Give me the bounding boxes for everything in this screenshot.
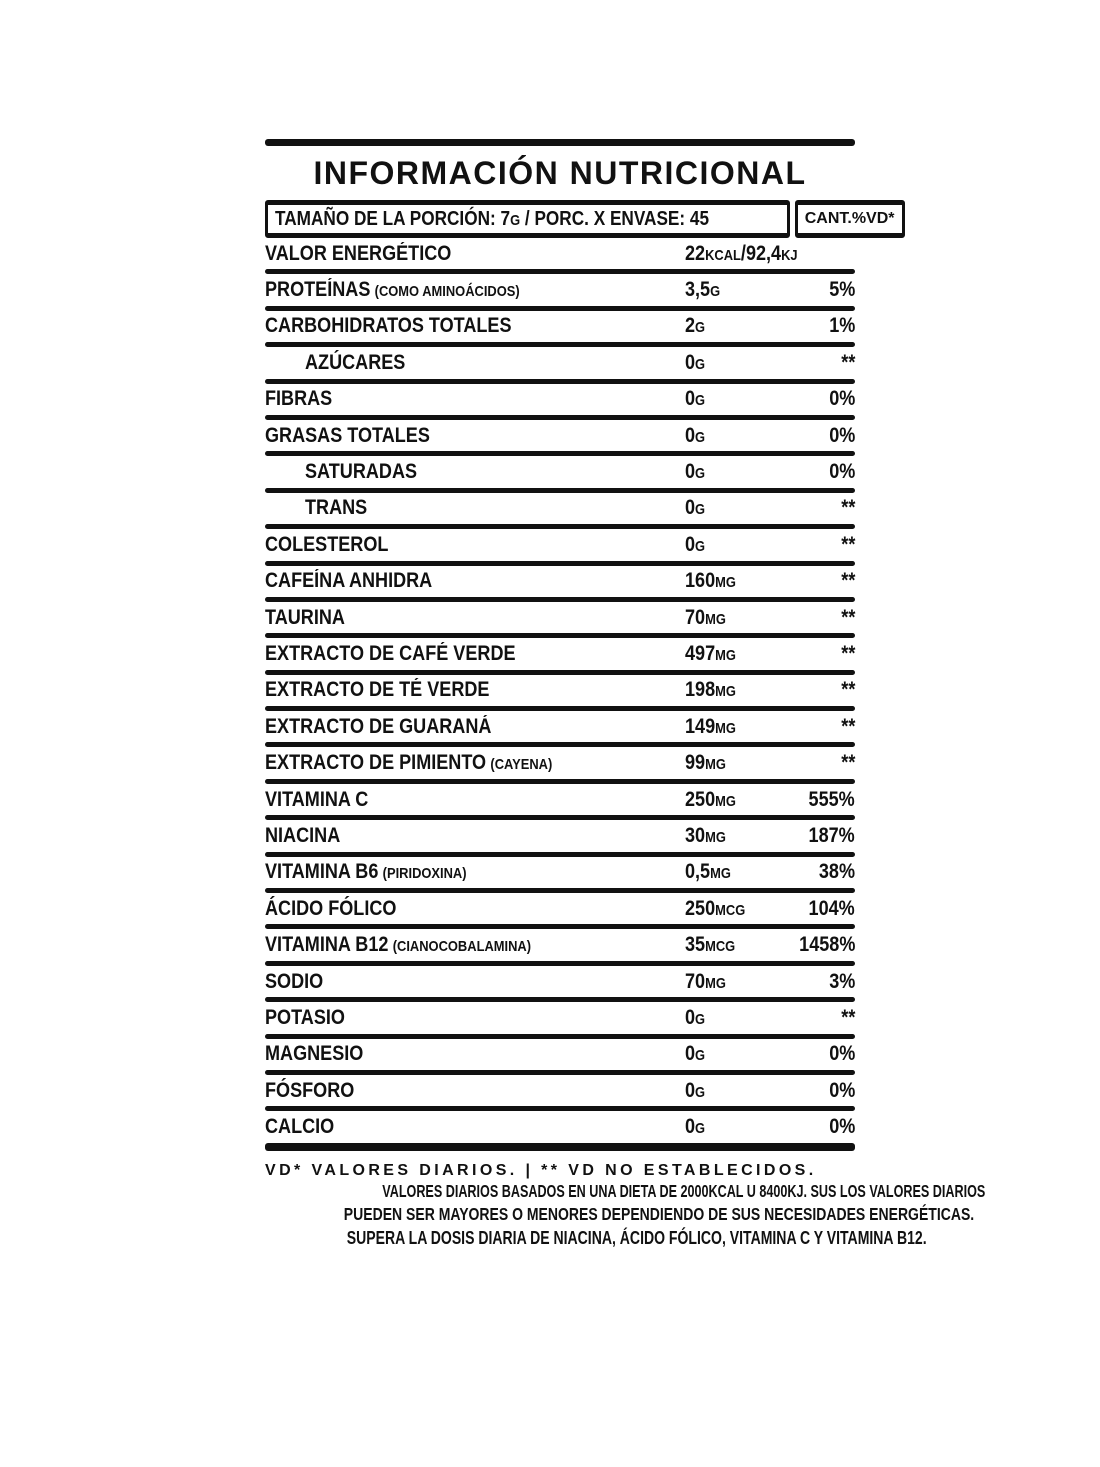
amount-unit: MG	[715, 646, 736, 664]
nutrient-name: EXTRACTO DE PIMIENTO	[265, 751, 487, 775]
nutrient-dv-cell	[785, 460, 855, 484]
table-row	[265, 1075, 855, 1106]
amount-value: 2	[685, 314, 696, 338]
nutrient-label	[305, 496, 367, 520]
nutrient-label-cell	[265, 278, 685, 302]
nutrient-amount-cell	[685, 496, 785, 520]
serving-header	[265, 200, 895, 238]
nutrient-label	[305, 460, 417, 484]
nutrient-dv: 0%	[828, 387, 855, 411]
nutrient-dv: 187%	[808, 823, 855, 847]
amount-unit: G	[695, 428, 706, 446]
amount-value: 0	[685, 496, 696, 520]
table-row	[265, 238, 855, 269]
nutrient-label-cell	[265, 387, 685, 411]
table-row	[265, 384, 855, 415]
nutrient-label-cell	[265, 242, 685, 266]
nutrient-amount-cell	[685, 278, 785, 302]
amount-unit: G	[510, 211, 521, 229]
nutrient-label	[265, 1006, 345, 1030]
table-row	[265, 1039, 855, 1070]
nutrient-label-cell	[265, 351, 685, 375]
table-row	[265, 893, 855, 924]
amount-value: 0	[685, 387, 696, 411]
nutrient-amount	[685, 1006, 705, 1030]
nutrient-label-cell	[265, 424, 685, 448]
nutrient-amount	[685, 860, 731, 884]
nutrient-dv: **	[840, 1005, 855, 1029]
nutrient-amount	[685, 1079, 705, 1103]
table-row	[265, 857, 855, 888]
nutrient-dv: **	[840, 678, 855, 702]
nutrient-dv-cell	[785, 642, 855, 666]
nutrient-label-cell	[265, 1006, 685, 1030]
nutrient-dv: 104%	[808, 896, 855, 920]
nutrient-amount	[685, 824, 726, 848]
nutrient-amount-cell	[685, 569, 785, 593]
nutrient-name: POTASIO	[265, 1005, 345, 1029]
nutrient-amount-cell	[685, 860, 785, 884]
nutrient-amount-cell	[685, 751, 785, 775]
nutrient-dv: 0%	[828, 460, 855, 484]
footnote-diet-line1: VALORES DIARIOS BASADOS EN UNA DIETA DE 2000KCAL U 8400KJ. SUS LOS VALORES DIARIOS	[382, 1180, 986, 1201]
nutrient-amount	[685, 387, 705, 411]
nutrient-amount-cell	[685, 351, 785, 375]
amount-value: 70	[685, 969, 706, 993]
nutrient-amount	[685, 424, 705, 448]
nutrient-dv-cell	[785, 606, 855, 630]
amount-column-header: CANT.	[804, 210, 852, 227]
nutrient-label-cell	[265, 933, 685, 957]
nutrient-note: (COMO AMINOÁCIDOS)	[374, 283, 520, 301]
nutrient-dv-cell	[785, 860, 855, 884]
nutrient-amount-cell	[685, 533, 785, 557]
amount-unit: MG	[705, 756, 726, 774]
nutrient-label	[265, 824, 340, 848]
amount-unit: G	[695, 1047, 706, 1065]
nutrient-amount	[685, 1115, 705, 1139]
nutrient-label	[265, 788, 368, 812]
amount-value: 0	[685, 423, 696, 447]
nutrient-dv-cell	[785, 569, 855, 593]
amount-unit: MG	[715, 574, 736, 592]
amount-unit: G	[695, 355, 706, 373]
nutrient-label	[265, 533, 388, 557]
nutrient-label-cell	[265, 314, 685, 338]
nutrient-label-cell	[265, 642, 685, 666]
nutrient-name: CALCIO	[265, 1115, 335, 1139]
nutrient-note: (CAYENA)	[490, 756, 553, 774]
nutrient-name: EXTRACTO DE CAFÉ VERDE	[265, 641, 516, 665]
nutrient-note: (CIANOCOBALAMINA)	[392, 938, 532, 956]
nutrient-dv-cell	[785, 496, 855, 520]
nutrient-dv-cell	[785, 1042, 855, 1066]
nutrient-amount	[685, 278, 720, 302]
footnote-warning: SUPERA LA DOSIS DIARIA DE NIACINA, ÁCIDO FÓLICO, VITAMINA C Y VITAMINA B12.	[346, 1227, 927, 1248]
nutrient-label-cell	[265, 1042, 685, 1066]
dv-column-header: %VD*	[851, 210, 895, 227]
nutrient-dv: **	[840, 569, 855, 593]
nutrient-amount-cell	[685, 1006, 785, 1030]
nutrient-label	[265, 606, 345, 630]
amount-value: 250	[685, 896, 716, 920]
nutrient-amount-cell	[685, 715, 785, 739]
nutrient-label	[265, 678, 489, 702]
nutrient-name: MAGNESIO	[265, 1042, 364, 1066]
nutrient-amount-cell	[685, 387, 785, 411]
serving-text	[275, 208, 709, 231]
nutrient-amount-cell	[685, 970, 785, 994]
nutrient-note: (PIRIDOXINA)	[382, 865, 467, 883]
nutrient-name: EXTRACTO DE TÉ VERDE	[265, 678, 490, 702]
nutrient-name: CARBOHIDRATOS TOTALES	[265, 314, 512, 338]
nutrient-amount-cell	[685, 460, 785, 484]
nutrient-name: CAFEÍNA ANHIDRA	[265, 569, 433, 593]
nutrient-dv: 0%	[828, 1115, 855, 1139]
nutrient-name: TAURINA	[265, 605, 345, 629]
nutrient-name: FIBRAS	[265, 387, 333, 411]
page-title: INFORMACIÓN NUTRICIONAL	[313, 155, 807, 191]
nutrient-dv-cell	[785, 1079, 855, 1103]
nutrient-amount	[685, 606, 726, 630]
amount-value: 0	[685, 1042, 696, 1066]
amount-value: 497	[685, 641, 716, 665]
nutrient-dv: 0%	[828, 1042, 855, 1066]
nutrient-amount	[685, 678, 736, 702]
table-row	[265, 493, 855, 524]
nutrient-amount-cell	[685, 933, 785, 957]
amount-value: 0	[685, 1115, 696, 1139]
nutrition-panel	[265, 139, 986, 1251]
nutrient-dv-cell	[785, 1006, 855, 1030]
nutrient-dv-cell	[785, 897, 855, 921]
amount-value: /92,4	[740, 241, 782, 265]
nutrient-label	[265, 314, 511, 338]
amount-value: 0,5	[685, 860, 711, 884]
nutrient-label	[265, 387, 332, 411]
table-row	[265, 274, 855, 305]
footnote-dv-legend: VD* VALORES DIARIOS. | ** VD NO ESTABLECIDOS.	[265, 1161, 817, 1179]
nutrient-dv: **	[840, 751, 855, 775]
nutrient-name: VITAMINA B6	[265, 860, 379, 884]
nutrient-amount	[685, 569, 736, 593]
nutrient-amount-cell	[685, 1079, 785, 1103]
nutrient-amount	[685, 460, 705, 484]
amount-unit: MG	[715, 792, 736, 810]
table-row	[265, 747, 855, 778]
nutrient-dv-cell	[785, 533, 855, 557]
nutrient-dv: 3%	[828, 969, 855, 993]
amount-value: / PORC. X ENVASE: 45	[520, 207, 710, 230]
nutrient-amount	[685, 314, 705, 338]
nutrient-amount-cell	[685, 788, 785, 812]
table-row	[265, 784, 855, 815]
nutrient-label-cell	[265, 1079, 685, 1103]
nutrient-name: FÓSFORO	[265, 1078, 355, 1102]
table-row	[265, 602, 855, 633]
table-row	[265, 1002, 855, 1033]
nutrient-label-cell	[265, 751, 685, 775]
amount-unit: MG	[710, 865, 731, 883]
amount-value: 0	[685, 460, 696, 484]
nutrient-label-cell	[265, 606, 685, 630]
amount-unit: MG	[705, 828, 726, 846]
amount-unit: MG	[715, 719, 736, 737]
nutrient-label-cell	[265, 897, 685, 921]
nutrient-dv: 0%	[828, 423, 855, 447]
amount-unit: G	[710, 283, 721, 301]
nutrient-dv: **	[840, 496, 855, 520]
amount-unit: G	[695, 501, 706, 519]
column-headers-box	[795, 200, 905, 238]
amount-unit: G	[695, 1083, 706, 1101]
nutrient-name: PROTEÍNAS	[265, 278, 371, 302]
nutrient-label-cell	[265, 533, 685, 557]
nutrient-amount-cell	[685, 897, 785, 921]
amount-value: 160	[685, 569, 716, 593]
amount-unit: MG	[705, 610, 726, 628]
amount-unit: MCG	[715, 901, 746, 919]
amount-unit: G	[695, 319, 706, 337]
nutrient-dv-cell	[785, 751, 855, 775]
nutrient-dv: **	[840, 714, 855, 738]
nutrient-amount	[685, 788, 736, 812]
table-row	[265, 675, 855, 706]
footnote-diet-line2: PUEDEN SER MAYORES O MENORES DEPENDIENDO DE SUS NECESIDADES ENERGÉTICAS.	[343, 1203, 975, 1224]
nutrient-amount-cell	[685, 1042, 785, 1066]
nutrient-label	[265, 970, 323, 994]
table-row	[265, 529, 855, 560]
nutrient-dv: 555%	[808, 787, 855, 811]
nutrient-dv: 0%	[828, 1078, 855, 1102]
nutrient-name: COLESTEROL	[265, 532, 389, 556]
nutrient-label-cell	[265, 970, 685, 994]
nutrient-dv-cell	[785, 278, 855, 302]
nutrient-amount-cell	[685, 678, 785, 702]
nutrient-amount-cell	[685, 1115, 785, 1139]
nutrient-label	[265, 1079, 354, 1103]
nutrient-label	[265, 242, 451, 266]
nutrient-label	[265, 860, 467, 884]
nutrient-dv-cell	[785, 314, 855, 338]
nutrient-name: NIACINA	[265, 823, 341, 847]
amount-value: TAMAÑO DE LA PORCIÓN: 7	[275, 207, 511, 230]
nutrient-amount-cell	[685, 241, 798, 266]
nutrient-amount-cell	[685, 824, 785, 848]
nutrient-label-cell	[265, 569, 685, 593]
nutrition-rows	[265, 238, 855, 1151]
amount-unit: G	[695, 1010, 706, 1028]
amount-unit: G	[695, 537, 706, 555]
nutrient-dv: 1%	[828, 314, 855, 338]
nutrient-amount	[685, 970, 726, 994]
table-row	[265, 711, 855, 742]
nutrient-dv: **	[840, 532, 855, 556]
nutrient-name: GRASAS TOTALES	[265, 423, 430, 447]
amount-value: 30	[685, 823, 706, 847]
nutrient-dv: 38%	[818, 860, 855, 884]
amount-unit: KJ	[781, 246, 798, 264]
nutrient-dv: 5%	[828, 278, 855, 302]
nutrient-name: ÁCIDO FÓLICO	[265, 896, 397, 920]
amount-value: 250	[685, 787, 716, 811]
nutrient-label-cell	[265, 678, 685, 702]
amount-unit: G	[695, 1120, 706, 1138]
nutrient-name: VITAMINA B12	[265, 933, 389, 957]
nutrient-label-cell	[265, 788, 685, 812]
amount-value: 198	[685, 678, 716, 702]
table-row	[265, 820, 855, 851]
nutrient-label-cell	[265, 860, 685, 884]
table-row	[265, 966, 855, 997]
table-row	[265, 347, 855, 378]
nutrient-dv-cell	[785, 715, 855, 739]
nutrient-dv-cell	[785, 351, 855, 375]
nutrient-dv: 1458%	[798, 933, 855, 957]
nutrient-dv-cell	[785, 933, 855, 957]
nutrient-dv: **	[840, 641, 855, 665]
nutrient-dv-cell	[785, 424, 855, 448]
nutrient-amount	[685, 933, 735, 957]
nutrient-dv-cell	[785, 387, 855, 411]
nutrient-name: TRANS	[305, 496, 368, 520]
nutrient-amount-cell	[685, 424, 785, 448]
nutrient-label-cell	[265, 824, 685, 848]
nutrient-amount-cell	[685, 314, 785, 338]
top-rule	[265, 139, 855, 146]
nutrient-label-cell	[265, 1115, 685, 1139]
amount-value: 70	[685, 605, 706, 629]
table-row	[265, 420, 855, 451]
nutrient-name: SATURADAS	[305, 460, 418, 484]
amount-value: 0	[685, 1078, 696, 1102]
nutrient-dv-cell	[785, 1115, 855, 1139]
nutrient-amount-cell	[685, 606, 785, 630]
nutrient-dv-cell	[785, 788, 855, 812]
table-row	[265, 929, 855, 960]
amount-unit: KCAL	[705, 246, 741, 264]
nutrient-name: VALOR ENERGÉTICO	[265, 241, 452, 265]
amount-value: 22	[685, 241, 706, 265]
nutrient-amount-cell	[685, 642, 785, 666]
nutrient-label	[265, 642, 516, 666]
nutrient-label	[265, 1115, 334, 1139]
amount-value: 0	[685, 1005, 696, 1029]
table-row	[265, 638, 855, 669]
nutrient-label	[265, 897, 396, 921]
table-row	[265, 311, 855, 342]
nutrient-dv-cell	[785, 678, 855, 702]
amount-value: 0	[685, 532, 696, 556]
nutrient-dv-cell	[785, 824, 855, 848]
footnotes	[265, 1161, 986, 1251]
amount-unit: MG	[705, 974, 726, 992]
nutrient-dv: **	[840, 350, 855, 374]
nutrient-name: EXTRACTO DE GUARANÁ	[265, 714, 492, 738]
nutrient-amount	[685, 642, 736, 666]
nutrient-amount	[685, 242, 798, 266]
nutrient-amount	[685, 533, 705, 557]
nutrient-label	[265, 569, 432, 593]
amount-value: 35	[685, 933, 706, 957]
nutrient-label-cell	[265, 496, 685, 520]
serving-size-box	[265, 200, 790, 238]
row-divider	[265, 1143, 855, 1151]
table-row	[265, 456, 855, 487]
amount-unit: G	[695, 465, 706, 483]
nutrient-label-cell	[265, 460, 685, 484]
nutrient-name: AZÚCARES	[305, 350, 406, 374]
amount-unit: G	[695, 392, 706, 410]
nutrient-label	[265, 1042, 363, 1066]
table-row	[265, 566, 855, 597]
nutrient-amount	[685, 1042, 705, 1066]
nutrient-name: VITAMINA C	[265, 787, 369, 811]
table-row	[265, 1111, 855, 1142]
amount-value: 0	[685, 350, 696, 374]
amount-value: 99	[685, 751, 706, 775]
nutrient-amount	[685, 715, 736, 739]
nutrient-amount	[685, 897, 745, 921]
amount-unit: MG	[715, 683, 736, 701]
nutrient-amount	[685, 751, 726, 775]
nutrient-label	[265, 751, 552, 775]
nutrient-amount	[685, 496, 705, 520]
nutrient-dv: **	[840, 605, 855, 629]
amount-value: 3,5	[685, 278, 711, 302]
nutrient-dv-cell	[785, 970, 855, 994]
amount-value: 149	[685, 714, 716, 738]
nutrient-label	[265, 933, 531, 957]
nutrient-name: SODIO	[265, 969, 324, 993]
nutrient-label-cell	[265, 715, 685, 739]
amount-unit: MCG	[705, 938, 736, 956]
nutrient-amount	[685, 351, 705, 375]
nutrient-label	[265, 715, 491, 739]
nutrient-label	[305, 351, 405, 375]
nutrient-label	[265, 278, 520, 302]
nutrient-label	[265, 424, 430, 448]
